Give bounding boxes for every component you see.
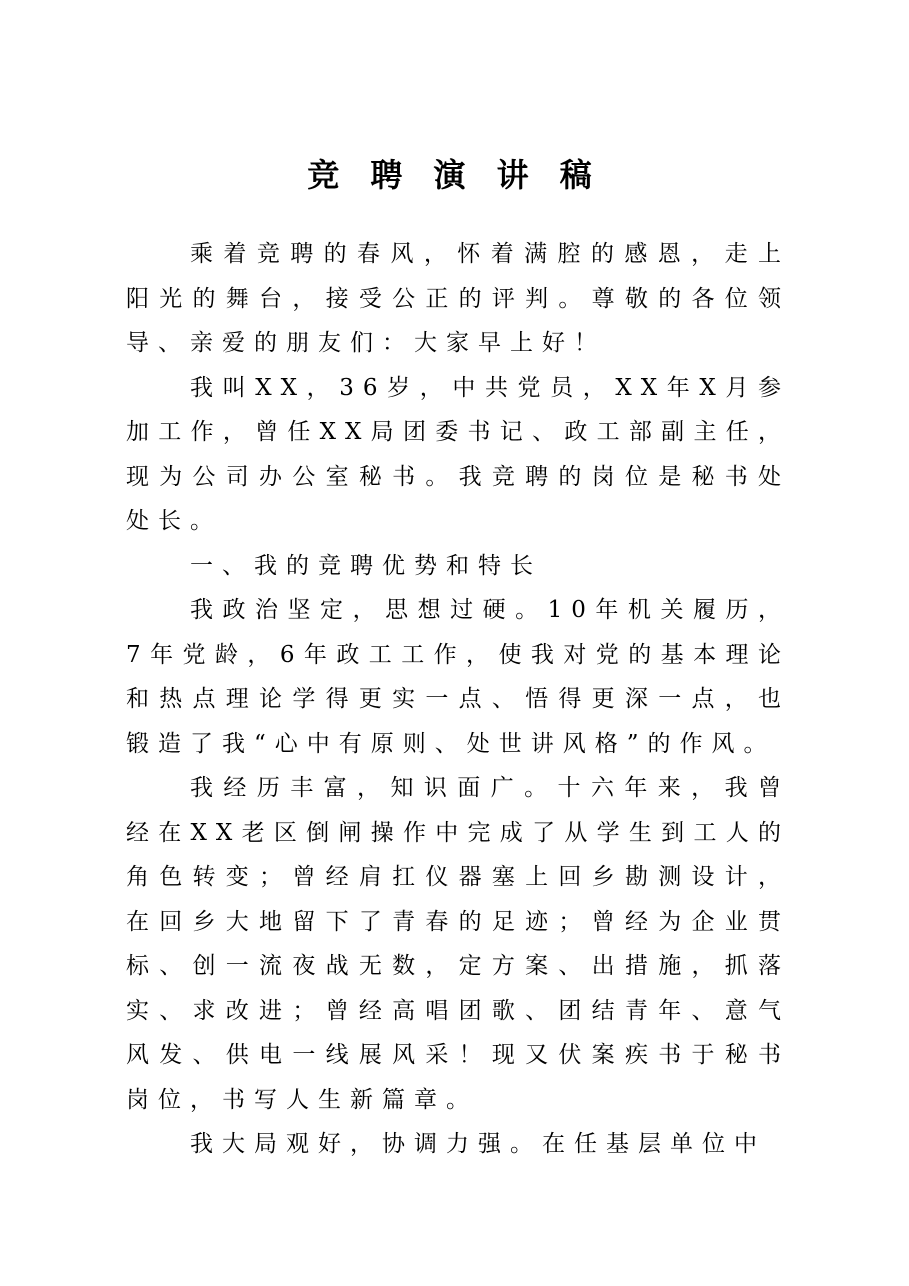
paragraph-coordination: 我大局观好，协调力强。在任基层单位中 bbox=[190, 1131, 766, 1157]
document-body bbox=[126, 232, 790, 1167]
paragraph-self-introduction: 我叫XX，36岁，中共党员，XX年X月参加工作，曾任XX局团委书记、政工部副主任，现为公司办公室秘书。我竞聘的岗位是秘书处处长。 bbox=[126, 374, 790, 534]
paragraph-greeting: 乘着竞聘的春风，怀着满腔的感恩，走上阳光的舞台，接受公正的评判。尊敬的各位领导、亲爱的朋友们：大家早上好！ bbox=[126, 241, 790, 356]
paragraph-experience: 我经历丰富，知识面广。十六年来，我曾经在XX老区倒闸操作中完成了从学生到工人的角色转变；曾经肩扛仪器塞上回乡勘测设计，在回乡大地留下了青春的足迹；曾经为企业贯标、创一流夜战无数，定方案、出措施，抓落实、求改进；曾经高唱团歌、团结青年、意气风发、供电一线展风采！现又伏案疾书于秘书岗位，书写人生新篇章。 bbox=[126, 775, 790, 1113]
document-title: 竞 聘 演 讲 稿 bbox=[307, 156, 602, 194]
section-heading: 一、我的竞聘优势和特长 bbox=[190, 552, 542, 579]
paragraph-political-strength: 我政治坚定，思想过硬。10年机关履历，7年党龄，6年政工工作，使我对党的基本理论和热点理论学得更实一点、悟得更深一点，也锻造了我“心中有原则、处世讲风格”的作风。 bbox=[126, 597, 790, 757]
